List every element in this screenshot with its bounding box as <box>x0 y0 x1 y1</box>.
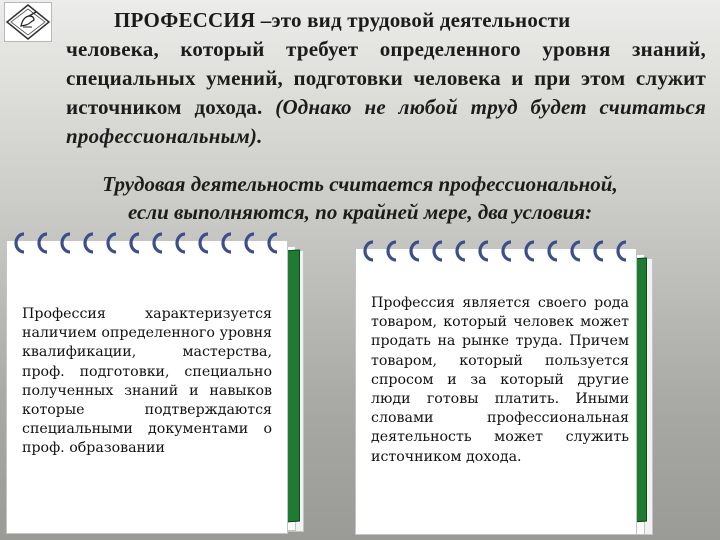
conditions-line-1: Трудовая деятельность считается профессиональной, <box>102 172 618 196</box>
intro-paragraph <box>66 6 706 151</box>
notepad-right <box>355 248 655 538</box>
intro-italic: (Однако не любой труд будет считаться профессиональным). <box>66 95 706 148</box>
intro-body: человека, который требует определенного уровня знаний, специальных умений, подготовки человека и при этом служит источником дохода. <box>66 37 706 119</box>
writing-hand-icon <box>5 3 51 41</box>
conditions-line-2: если выполняются, по крайней мере, два условия: <box>127 200 593 224</box>
spiral-binding-icon <box>355 236 645 270</box>
note-right-text: Профессия является своего рода товаром, который человек может продать на рынке труда. Причем товаром, который пользуется спросом и за который другие люди готовы платить. Иными словами профессиональная деятельность может служить источником дохода. <box>371 295 629 465</box>
note-left-text: Профессия характеризуется наличием определенного уровня квалификации, мастерства, проф. подготовки, специально полученных знаний и навыков которые подтверждаются специальными документами о проф. образовании <box>22 306 272 457</box>
spiral-binding-icon <box>6 228 296 262</box>
intro-lead: ПРОФЕССИЯ –это вид трудовой деятельности <box>114 8 571 32</box>
writing-hand-logo <box>4 2 52 42</box>
conditions-heading <box>40 170 680 226</box>
notepad-left <box>6 240 306 535</box>
